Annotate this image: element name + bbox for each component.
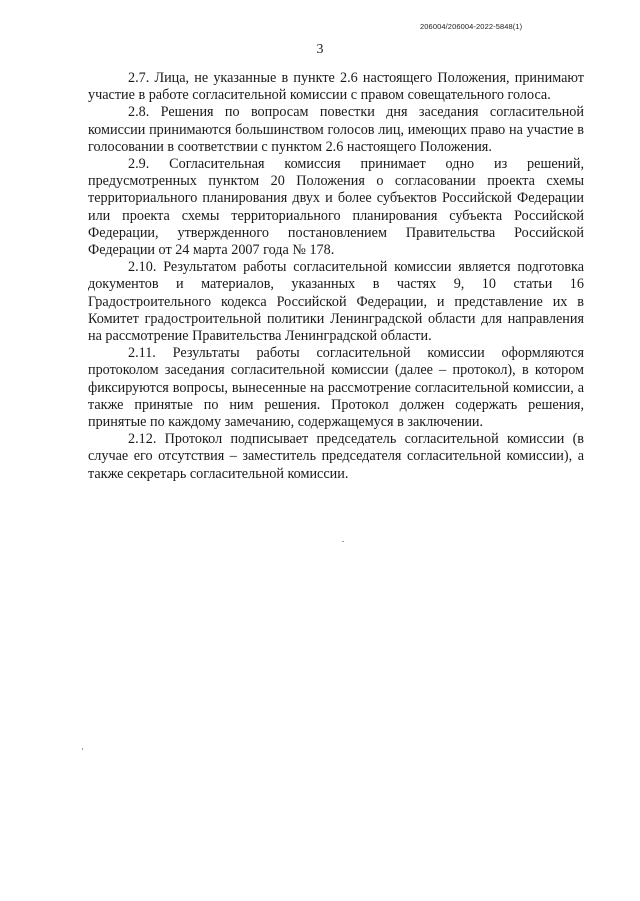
- paragraph-2-12: 2.12. Протокол подписывает председатель согласительной комиссии (в случае его отсутствия – заместитель председателя согласительной комиссии), а также секретарь согласительной комиссии.: [88, 431, 584, 482]
- paragraph-2-8: 2.8. Решения по вопросам повестки дня заседания согласительной комиссии принимаются большинством голосов лиц, имеющих право на участие в голосовании в соответствии с пунктом 2.6 настоящего Положения.: [88, 104, 584, 155]
- document-id: 206004/206004-2022-5848(1): [420, 22, 523, 31]
- scan-artifact: [82, 748, 83, 750]
- paragraph-2-9: 2.9. Согласительная комиссия принимает одно из решений, предусмотренных пунктом 20 Положения о согласовании проекта схемы территориального планирования двух и более субъектов Российской Федерации или проекта схемы территориального планирования субъекта Российской Федерации, утвержденного постановлением Правительства Российской Федерации от 24 марта 2007 года № 178.: [88, 156, 584, 259]
- paragraph-2-11: 2.11. Результаты работы согласительной комиссии оформляются протоколом заседания согласительной комиссии (далее – протокол), в котором фиксируются вопросы, вынесенные на рассмотрение согласительной комиссии, а также принятые по ним решения. Протокол должен содержать решения, принятые по каждому замечанию, содержащемуся в заключении.: [88, 345, 584, 431]
- scan-artifact: [342, 541, 344, 542]
- paragraph-2-7: 2.7. Лица, не указанные в пункте 2.6 настоящего Положения, принимают участие в работе согласительной комиссии с правом совещательного голоса.: [88, 70, 584, 104]
- document-body: [88, 70, 584, 483]
- page-number: 3: [316, 42, 324, 57]
- paragraph-2-10: 2.10. Результатом работы согласительной комиссии является подготовка документов и материалов, указанных в частях 9, 10 статьи 16 Градостроительного кодекса Российской Федерации, и представление их в Комитет градостроительной политики Ленинградской области для направления на рассмотрение Правительства Ленинградской области.: [88, 259, 584, 345]
